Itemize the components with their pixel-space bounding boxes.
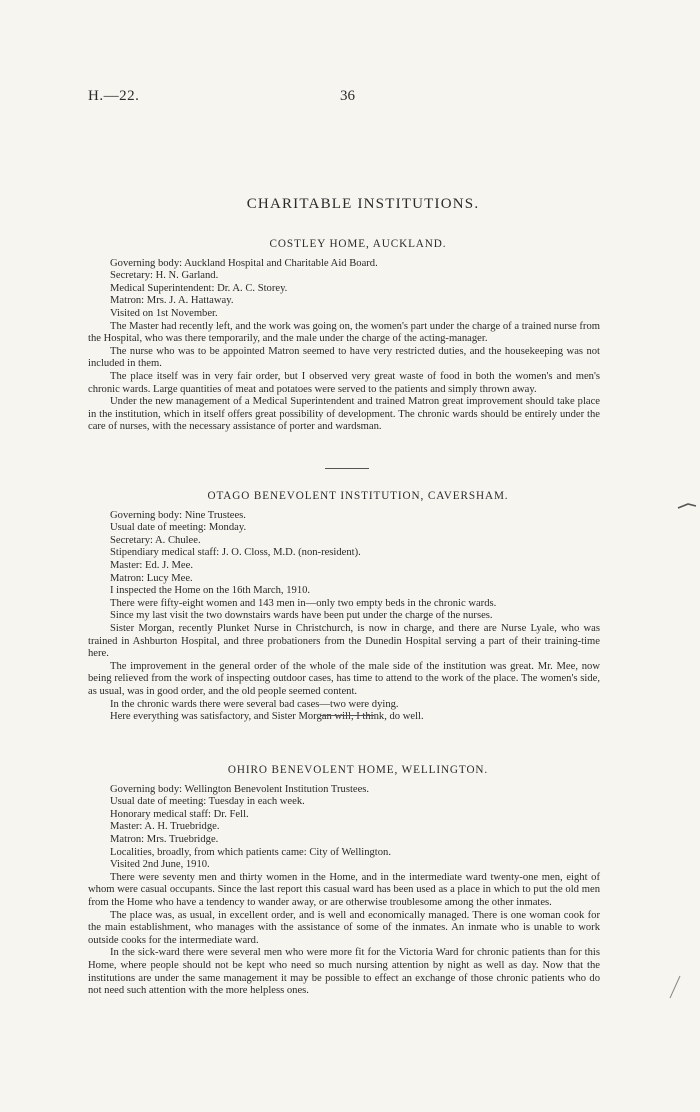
field-master: Master: Ed. J. Mee. — [110, 559, 193, 571]
section-heading: OHIRO BENEVOLENT HOME, WELLINGTON. — [227, 764, 489, 776]
field-master: Master: A. H. Truebridge. — [110, 821, 220, 833]
section-otago-benevolent — [88, 490, 600, 724]
field-meeting-date: Usual date of meeting: Tuesday in each week. — [110, 796, 305, 808]
section-ohiro-benevolent — [88, 764, 600, 998]
page-number: 36 — [340, 88, 355, 104]
field-inspected: I inspected the Home on the 16th March, 1910. — [110, 585, 311, 597]
field-governing-body: Governing body: Auckland Hospital and Charitable Aid Board. — [110, 257, 378, 269]
document-reference: H.—22. — [88, 88, 140, 104]
paragraph: Since my last visit the two downstairs wards have been put under the charge of the nurses. — [110, 610, 493, 622]
field-matron: Matron: Mrs. Truebridge. — [110, 833, 219, 845]
field-secretary: Secretary: A. Chulee. — [110, 534, 201, 546]
field-visited: Visited 2nd June, 1910. — [110, 859, 210, 871]
margin-mark-icon — [676, 500, 698, 514]
section-divider — [320, 715, 374, 716]
paragraph: The improvement in the general order of the whole of the male side of the institution was great. Mr. Mee, now being relieved from the work of inspecting outdoor cases, has time to attend to the work of the place. The women's side, as usual, was in good order, and the old people seemed content. — [88, 660, 600, 697]
page-title: CHARITABLE INSTITUTIONS. — [246, 196, 480, 212]
paragraph: The nurse who was to be appointed Matron seemed to have very restricted duties, and the housekeeping was not included in them. — [88, 345, 600, 370]
field-secretary: Secretary: H. N. Garland. — [110, 270, 219, 282]
paragraph: In the sick-ward there were several men who were more fit for the Victoria Ward for chronic patients than for this Home, where people should not be kept who need so much nursing attention by night as well as day. Now that the institutions are under the same management it may be possible to effect an exchange of those chronic patients who do not need such attention with the more helpless ones. — [88, 947, 600, 997]
field-meeting-date: Usual date of meeting: Monday. — [110, 522, 247, 534]
field-matron: Matron: Lucy Mee. — [110, 572, 193, 584]
paragraph: The place itself was in very fair order, but I observed very great waste of food in both the women's and men's chronic wards. Large quantities of meat and potatoes were served to the patients and simply thrown away. — [88, 370, 600, 395]
paragraph: The place was, as usual, in excellent order, and is well and economically managed. There is one woman cook for the main establishment, who manages with the assistance of some of the inmates. An inmate who is unable to work outside cooks for the intermediate ward. — [88, 909, 600, 946]
field-medical-staff: Stipendiary medical staff: J. O. Closs, M.D. (non-resident). — [110, 547, 361, 559]
field-medical-staff: Honorary medical staff: Dr. Fell. — [110, 808, 249, 820]
paragraph: There were fifty-eight women and 143 men in—only two empty beds in the chronic wards. — [110, 597, 497, 609]
section-heading: COSTLEY HOME, AUCKLAND. — [269, 238, 447, 250]
paragraph: The Master had recently left, and the work was going on, the women's part under the charge of a trained nurse from the Hospital, who was there temporarily, and the male under the charge of the acting-manager. — [88, 320, 600, 345]
margin-mark-icon — [664, 972, 684, 1002]
field-medical-superintendent: Medical Superintendent: Dr. A. C. Storey. — [110, 282, 288, 294]
section-divider — [325, 468, 369, 469]
paragraph: There were seventy men and thirty women in the Home, and in the intermediate ward twenty-one men, eight of whom were casual occupants. Since the last report this casual ward has been used as a place in which to put the old men from the Home who have a tendency to wander away, or are otherwise troublesome among the other inmates. — [88, 871, 600, 908]
section-costley-home — [88, 238, 600, 434]
paragraph: Under the new management of a Medical Superintendent and trained Matron great improvement should take place in the institution, which in itself offers great possibility of development. The chronic wards should be entirely under the care of nurses, with the necessary assistance of porter and wardsman. — [88, 396, 600, 433]
section-heading: OTAGO BENEVOLENT INSTITUTION, CAVERSHAM. — [207, 490, 509, 502]
paragraph: Sister Morgan, recently Plunket Nurse in Christchurch, is now in charge, and there are Nurse Lyale, who was trained in Ashburton Hospital, and three probationers from the Dunedin Hospital serving a part of their training-time here. — [88, 622, 600, 660]
field-visited: Visited on 1st November. — [110, 307, 218, 319]
paragraph: In the chronic wards there were several bad cases—two were dying. — [110, 698, 399, 710]
field-matron: Matron: Mrs. J. A. Hattaway. — [110, 295, 234, 307]
field-governing-body: Governing body: Wellington Benevolent Institution Trustees. — [110, 783, 370, 795]
field-localities: Localities, broadly, from which patients came: City of Wellington. — [110, 846, 391, 858]
field-governing-body: Governing body: Nine Trustees. — [110, 509, 246, 521]
paragraph: Here everything was satisfactory, and Sister Morgan will, I think, do well. — [110, 711, 424, 723]
